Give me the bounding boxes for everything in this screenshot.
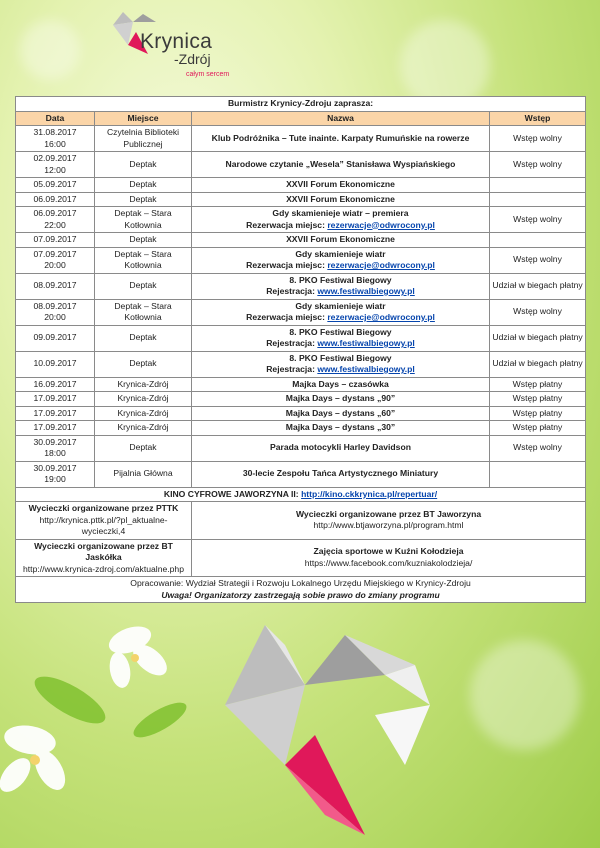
registration-label: Rezerwacja miejsc:	[246, 219, 328, 230]
event-place: Deptak – Stara Kotłownia	[95, 299, 192, 325]
table-row	[16, 377, 586, 392]
table-row	[16, 299, 586, 325]
pttk-url[interactable]: http://krynica.pttk.pl/?pl_aktualne-wycieczki,4	[39, 514, 168, 536]
jaworzyna-cell	[192, 502, 586, 540]
event-name-cell	[192, 351, 490, 377]
event-name: Gdy skamienieje wiatr	[295, 300, 386, 311]
event-name-cell	[192, 233, 490, 248]
event-registration	[194, 364, 487, 376]
registration-label: Rejestracja:	[266, 364, 318, 374]
event-date: 10.09.2017	[16, 351, 95, 377]
registration-link[interactable]: rezerwacje@odwrocony.pl	[327, 312, 435, 322]
table-row	[16, 351, 586, 377]
event-name: XXVII Forum Ekonomiczne	[286, 234, 395, 244]
table-row	[16, 192, 586, 207]
event-name: XXVII Forum Ekonomiczne	[286, 193, 395, 204]
logo-subname: -Zdrój	[174, 51, 211, 67]
krynica-logo	[108, 10, 238, 80]
event-place: Deptak	[95, 435, 192, 461]
event-date: 07.09.2017	[16, 233, 95, 248]
header-entry: Wstęp	[490, 111, 586, 126]
event-entry: Wstęp płatny	[490, 377, 586, 392]
jaskolka-cell	[16, 539, 192, 577]
event-name: Narodowe czytanie „Wesela” Stanisława Wyspiańskiego	[225, 158, 456, 169]
event-name-cell	[192, 126, 490, 152]
table-row	[16, 461, 586, 487]
event-place: Deptak	[95, 152, 192, 178]
event-date: 17.09.2017	[16, 421, 95, 436]
registration-link[interactable]: rezerwacje@odwrocony.pl	[327, 219, 435, 230]
jaworzyna-title: Wycieczki organizowane przez BT Jaworzyna	[295, 508, 482, 519]
event-name: 8. PKO Festiwal Biegowy	[289, 274, 392, 285]
event-name: 8. PKO Festiwal Biegowy	[289, 326, 392, 337]
event-name-cell	[192, 207, 490, 233]
event-date: 17.09.2017	[16, 406, 95, 421]
event-entry	[490, 178, 586, 193]
event-registration	[194, 286, 487, 298]
kuznia-url[interactable]: https://www.facebook.com/kuzniakolodzieja/	[304, 557, 473, 568]
event-place: Krynica-Zdrój	[95, 392, 192, 407]
event-name: XXVII Forum Ekonomiczne	[286, 179, 395, 189]
event-name-cell	[192, 192, 490, 207]
events-table	[15, 96, 586, 603]
table-row	[16, 126, 586, 152]
event-place: Krynica-Zdrój	[95, 421, 192, 436]
event-place: Krynica-Zdrój	[95, 406, 192, 421]
jaskolka-title: Wycieczki organizowane przez BT Jaskółka	[34, 540, 173, 562]
table-title-row	[16, 97, 586, 112]
header-name: Nazwa	[192, 111, 490, 126]
event-name: Majka Days – czasówka	[292, 378, 389, 389]
registration-link[interactable]: www.festiwalbiegowy.pl	[317, 286, 415, 296]
event-registration	[194, 260, 487, 272]
registration-link[interactable]: www.festiwalbiegowy.pl	[317, 338, 415, 348]
event-entry: Wstęp płatny	[490, 406, 586, 421]
event-date: 09.09.2017	[16, 325, 95, 351]
event-name-cell	[192, 247, 490, 273]
trips-row-1	[16, 502, 586, 540]
event-place: Deptak	[95, 192, 192, 207]
logo-tagline: całym sercem	[186, 71, 230, 78]
table-row	[16, 406, 586, 421]
kuznia-title: Zajęcia sportowe w Kuźni Kołodzieja	[313, 546, 464, 557]
event-entry: Udział w biegach płatny	[490, 351, 586, 377]
event-date: 30.09.2017 19:00	[16, 461, 95, 487]
registration-label: Rejestracja:	[266, 338, 318, 348]
table-row	[16, 273, 586, 299]
heart-logo-decoration	[215, 615, 445, 840]
event-place: Deptak	[95, 273, 192, 299]
table-title: Burmistrz Krynicy-Zdroju zaprasza:	[16, 97, 586, 112]
registration-label: Rezerwacja miejsc:	[246, 260, 328, 270]
event-date: 02.09.2017 12:00	[16, 152, 95, 178]
event-name-cell	[192, 178, 490, 193]
table-row	[16, 233, 586, 248]
opracowanie-text: Opracowanie: Wydział Strategii i Rozwoju Lokalnego Urzędu Miejskiego w Krynicy-Zdroju	[130, 578, 471, 588]
event-name: Parada motocykli Harley Davidson	[270, 442, 411, 453]
event-date: 05.09.2017	[16, 178, 95, 193]
kuznia-cell	[192, 539, 586, 577]
event-name: Gdy skamienieje wiatr – premiera	[272, 208, 409, 218]
kino-row	[16, 487, 586, 502]
table-row	[16, 247, 586, 273]
event-date: 07.09.2017 20:00	[16, 247, 95, 273]
logo-name: Krynica	[140, 30, 213, 53]
event-name-cell	[192, 152, 490, 178]
event-name: 8. PKO Festiwal Biegowy	[289, 352, 392, 363]
uwaga-text: Uwaga! Organizatorzy zastrzegają sobie prawo do zmiany programu	[161, 589, 440, 600]
event-name: Majka Days – dystans „90”	[285, 393, 396, 403]
event-name-cell	[192, 392, 490, 407]
event-date: 31.08.2017 16:00	[16, 126, 95, 152]
pttk-cell	[16, 502, 192, 540]
event-registration	[194, 312, 487, 324]
jaskolka-url[interactable]: http://www.krynica-zdroj.com/aktualne.php	[23, 563, 184, 574]
table-row	[16, 178, 586, 193]
kino-label: KINO CYFROWE JAWORZYNA II:	[163, 488, 302, 499]
pttk-title: Wycieczki organizowane przez PTTK	[28, 503, 179, 513]
event-name: Majka Days – dystans „60”	[285, 407, 396, 418]
event-entry: Wstęp wolny	[490, 247, 586, 273]
event-name-cell	[192, 406, 490, 421]
event-place: Krynica-Zdrój	[95, 377, 192, 392]
event-registration	[194, 338, 487, 350]
event-name: Klub Podróżnika – Tute inainte. Karpaty Rumuńskie na rowerze	[211, 132, 470, 143]
registration-link[interactable]: rezerwacje@odwrocony.pl	[327, 260, 435, 270]
event-entry	[490, 192, 586, 207]
event-entry: Udział w biegach płatny	[490, 325, 586, 351]
jaworzyna-url[interactable]: http://www.btjaworzyna.pl/program.html	[313, 520, 464, 531]
event-place: Deptak – Stara Kotłownia	[95, 247, 192, 273]
event-place: Deptak	[95, 351, 192, 377]
event-name: 30-lecie Zespołu Tańca Artystycznego Miniatury	[242, 468, 439, 479]
event-entry: Wstęp wolny	[490, 207, 586, 233]
registration-label: Rezerwacja miejsc:	[246, 312, 328, 322]
table-header-row	[16, 111, 586, 126]
header-place: Miejsce	[95, 111, 192, 126]
trips-row-2	[16, 539, 586, 577]
event-date: 08.09.2017	[16, 273, 95, 299]
event-name: Gdy skamienieje wiatr	[295, 248, 386, 259]
event-place: Deptak – Stara Kotłownia	[95, 207, 192, 233]
header-date: Data	[16, 111, 95, 126]
event-place: Deptak	[95, 178, 192, 193]
event-date: 16.09.2017	[16, 377, 95, 392]
footer-cell	[16, 577, 586, 603]
event-entry	[490, 461, 586, 487]
event-entry: Wstęp wolny	[490, 435, 586, 461]
kino-link[interactable]: http://kino.ckkrynica.pl/repertuar/	[301, 488, 438, 499]
event-entry: Wstęp wolny	[490, 152, 586, 178]
event-name-cell	[192, 273, 490, 299]
event-entry: Wstęp płatny	[490, 392, 586, 407]
background-bokeh	[470, 640, 580, 750]
event-name-cell	[192, 461, 490, 487]
table-row	[16, 392, 586, 407]
blossom-decoration	[0, 560, 200, 848]
table-row	[16, 152, 586, 178]
table-row	[16, 421, 586, 436]
registration-label: Rejestracja:	[266, 286, 318, 296]
event-name: Majka Days – dystans „30”	[285, 422, 396, 432]
event-name-cell	[192, 377, 490, 392]
event-name-cell	[192, 421, 490, 436]
event-place: Czytelnia Biblioteki Publicznej	[95, 126, 192, 152]
event-date: 06.09.2017 22:00	[16, 207, 95, 233]
table-row	[16, 435, 586, 461]
event-date: 08.09.2017 20:00	[16, 299, 95, 325]
event-entry: Wstęp wolny	[490, 299, 586, 325]
registration-link[interactable]: www.festiwalbiegowy.pl	[317, 364, 415, 374]
table-row	[16, 325, 586, 351]
footer-row	[16, 577, 586, 603]
event-name-cell	[192, 299, 490, 325]
event-entry: Wstęp wolny	[490, 126, 586, 152]
event-entry	[490, 233, 586, 248]
table-row	[16, 207, 586, 233]
event-entry: Udział w biegach płatny	[490, 273, 586, 299]
event-date: 06.09.2017	[16, 192, 95, 207]
event-name-cell	[192, 435, 490, 461]
event-place: Deptak	[95, 233, 192, 248]
event-place: Deptak	[95, 325, 192, 351]
background-bokeh	[20, 20, 80, 80]
event-date: 30.09.2017 18:00	[16, 435, 95, 461]
event-place: Pijalnia Główna	[95, 461, 192, 487]
event-name-cell	[192, 325, 490, 351]
event-registration	[194, 220, 487, 232]
event-entry: Wstęp płatny	[490, 421, 586, 436]
event-date: 17.09.2017	[16, 392, 95, 407]
kino-cell	[16, 487, 586, 502]
